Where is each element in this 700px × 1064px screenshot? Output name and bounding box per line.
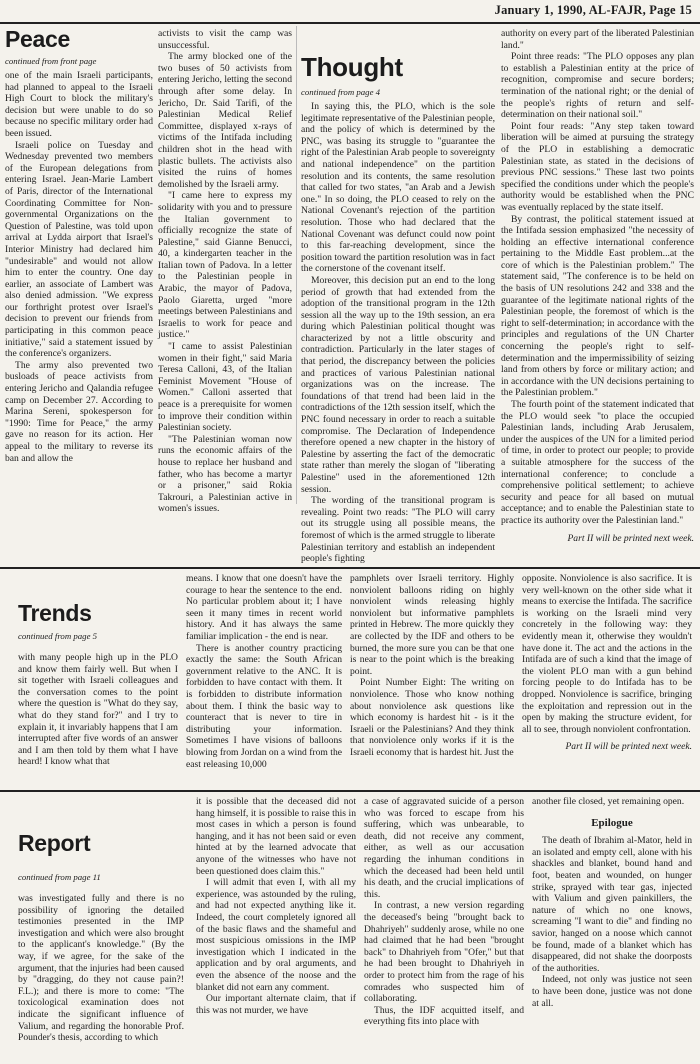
report-column-1	[18, 893, 184, 1059]
section-rule	[0, 790, 700, 792]
trends-continuation-note: Part II will be printed next week.	[565, 741, 692, 753]
paragraph: Our important alternate claim, that if this was not murder, we have	[196, 993, 356, 1016]
paragraph: Indeed, not only was justice not seen to have been done, justice was not done at all.	[532, 974, 692, 1009]
trends-column-3	[350, 573, 514, 785]
paragraph: Moreover, this decision put an end to the long period of growth that had extended from the adoption of the transitional program in the 12th session all the way up to the 19th session, an era during which Palestinian political thought was characterized by not a little obscurity and contradiction. Particularly in the later stages of that period, the discrepancy between the policies and practices of various Palestinian national organizations was on the increase. The foundations of that trend had been laid in the contradictions of the 12th session itself, which the PNC found necessary in order to reach a suitable compromise. The Declaration of Independence therefore opened a new chapter in the history of Palestine by asserting the fact of the democratic state rather than merely the slogan of "liberating Palestine" used in the aforementioned 12th session.	[301, 274, 495, 495]
paragraph: Point Number Eight: The writing on nonviolence. Those who know nothing about nonviolence ask questions like which economy is hardest hit - is it the Israeli or the Palestinians? And they think that nonviolence only works if it is the Israeli economy that is hardest hit. Just the	[350, 677, 514, 758]
thought-column-2	[501, 28, 694, 562]
paragraph: The wording of the transitional program is revealing. Point two reads: "The PLO will carry out its struggle using all possible means, the foremost of which is the armed struggle to liberate Palestinian territory and establish an independent people's fighting	[301, 495, 495, 565]
paragraph: Point four reads: "Any step taken toward liberation will be aimed at pursuing the strategy of the PLO in establishing a democratic Palestinian state, as stated in the decisions of previous PNC sessions." These last two points specified the conditions under which the people's authority would be established when the PNC was eventually replaced by the state itself.	[501, 120, 694, 213]
paragraph: By contrast, the political statement issued at the Intifada session emphasized "the necessity of holding an effective international conference pertaining to the Middle East problem...at the core of which is the Palestinian problem." The statement said, "The conference is to be held on the basis of UN resolutions 242 and 338 and the guarantee of the legitimate national rights of the Palestinian people, the foremost of which is the right to self-determination; in accordance with the principles and regulations of the UN Charter concerning the people's right to self-determination and the impermissibility of seizing land from others by force or military action; and in accordance with the UN decisions pertaining to the Palestinian problem."	[501, 213, 694, 399]
report-column-4	[532, 796, 692, 1059]
trends-column-1	[18, 652, 178, 784]
paragraph: There is another country practicing exactly the same: the South African government relative to the ANC. It is forbidden to have contact with them. It is forbidden to distribute information about them. I think the basic way to counteract that is never to tire in distributing your information. Sometimes I have visions of balloons blowing from Jordan on a wind from the east releasing 10,000	[186, 642, 342, 770]
paragraph: with many people high up in the PLO and know them fairly well. But when I sit together with Israeli colleagues and the conversation comes to the point where the question is "What do they say, what do they stand for?" and I try to explain it, it invariably happens that I am interrupted after five words of an answer and I am then told by them what I have heard! I know what that	[18, 652, 178, 768]
paragraph: activists to visit the camp was unsuccessful.	[158, 28, 292, 51]
paragraph: "The Palestinian woman now runs the economic affairs of the house to replace her husband and father, who has become a martyr or a prisoner," said Rokia Takrouri, a Palestinian active in women's issues.	[158, 433, 292, 515]
report-continued: continued from page 11	[18, 872, 101, 882]
peace-continued: continued from front page	[5, 56, 97, 66]
paragraph: The army also prevented two busloads of peace activists from entering Jericho and Qalandia refugee camp on December 27. According to Marina Sereni, spokesperson for "1990: Time for Peace," the army gave no reason for its action. Her appeal to the military to reverse its ban and allow the	[5, 359, 153, 464]
paragraph: authority on every part of the liberated Palestinian land."	[501, 28, 694, 51]
peace-title: Peace	[5, 26, 71, 52]
thought-continuation-note: Part II will be printed next week.	[567, 532, 694, 544]
page-header	[0, 0, 700, 24]
paragraph: Point three reads: "The PLO opposes any plan to establish a Palestinian entity at the price of recognition, compromise and secure borders; termination of the national right; or the denial of the people's rights of return and self-determination on their national soil."	[501, 51, 694, 121]
report-column-2	[196, 796, 356, 1059]
paragraph: Thus, the IDF acquitted itself, and everything fits into place with	[364, 1004, 524, 1028]
paragraph: another file closed, yet remaining open.	[532, 796, 685, 807]
paragraph: "I came here to express my solidarity with you and to pressure the Italian government to officially recognize the state of Palestine," said Gianne Benucci, 40, a kindergarten teacher in the Italian town of Padova. In a letter to the Palestinian people in Arabic, the mayor of Padova, Paolo Giaretta, urged "more meetings between Palestinians and Israelis to work for peace and justice."	[158, 190, 292, 341]
page-header-text: January 1, 1990, AL-FAJR, Page 15	[494, 3, 692, 17]
column-divider	[296, 26, 297, 504]
trends-continued: continued from page 5	[18, 631, 98, 641]
paragraph: was investigated fully and there is no possibility of ignoring the detailed testimonies presented in the IMP investigation and which were also brought to the applicant's knowledge." (By the way, if we agree, for the sake of the argument, that the injuries had been caused by "dragging, do they not cause pain?! F.L.); and there is more to come: "The toxicological examination does not indicate the significant influence of Valium, and regarding the honorable Prof. Pounder's thesis, according to which	[18, 893, 184, 1044]
section-rule	[0, 567, 700, 569]
paragraph: In saying this, the PLO, which is the sole legitimate representative of the Palestinian people, and the policy of which is determined by the PNC, was basing its struggle to "guarantee the right of the Palestinian Arab people to sovereignty and national independence" on the partition resolution and its contents, the same resolution that called for two states, "an Arab and a Jewish one." In so doing, the PLO ceased to rely on the National Covenant's rejection of the partition resolution. Those who had declared that the National Covenant was defunct could now point to this far-reaching development, since the position toward the partition resolution was in fact the cornerstone of the covenant itself.	[301, 101, 495, 275]
paragraph: it is possible that the deceased did not hang himself, it is possible to raise this in most cases in which a person is found hanging, and it has not been said or even hinted at by the learned advocate that anyone of the witnesses who have not been questioned does claim this."	[196, 796, 356, 877]
paragraph: opposite. Nonviolence is also sacrifice. It is very well-known on the other side what it means to exercise the Intifada. The sacrifice is working on the Israeli mind very concretely in the following way: they evidently mean it, otherwise they wouldn't have done it. The act and the actions in the Intifada are of such a kind that the image of the violent PLO man with a gun behind forcing people to do Intifada has to be dropped. Nonviolence is sacrifice, bringing the exploitation and repression out in the open by making the structure evident, for all to see, through nonviolent confrontation.	[522, 573, 692, 735]
paragraph: a case of aggravated suicide of a person who was forced to escape from his suffering, which was unbearable, to death, did not receive any comment, either, as well as our accusation regarding the inhuman conditions in which the deceased had been held until his death, and the crucial implications of this.	[364, 796, 524, 900]
thought-title: Thought	[301, 52, 403, 82]
paragraph: The army blocked one of the two buses of 50 activists from entering Jericho, letting the second through after some delay. In Jericho, Dr. Said Tarifi, of the Palestinian Medical Relief Committee, displayed x-rays of victims of the Intifada including children shot in the head with plastic bullets. The activists also visited the ruins of homes demolished by the Israeli army.	[158, 51, 293, 190]
paragraph: Israeli police on Tuesday and Wednesday prevented two members of the European delegations from entering Israel. Jean-Marie Lambert of Paris, director of the International Coordinating Committee for Non-governmental Organizations on the Question of Palestine, was told upon arrival at Lydda airport that Israel's Interior Ministry had declared him "undesirable" and would not allow him to enter the country. One day earlier, an associate of Lambert was also denied admission. "We express our forthright protest over Israel's decision to prevent our friends from participating in this common peace initiative," said a statement issued by the conference's organizers.	[5, 139, 153, 360]
paragraph: The fourth point of the statement indicated that the PLO would seek "to place the occupied Palestinian lands, including Arab Jerusalem, under the auspices of the UN for a limited period of time, in order to protect our people; to provide a suitable atmosphere for the success of the international conference; to conclude a comprehensive political settlement; to achieve security and peace for all based on mutual acceptance; and to enable the Palestinian state to practice its authority over the Palestinian land."	[501, 399, 694, 526]
thought-column-1	[301, 101, 495, 565]
paragraph: one of the main Israeli participants, had planned to appeal to the Israeli High Court to block the military's decision but were unable to do so because no specific military order had been issued.	[5, 70, 153, 139]
thought-continued: continued from page 4	[301, 87, 381, 97]
peace-column-2	[158, 28, 293, 515]
epilogue-heading: Epilogue	[591, 816, 633, 829]
paragraph: In contrast, a new version regarding the deceased's being "brought back to Dhahriyeh" suddenly arose, while no one had claimed that he had been "brought back" to Dhahriyeh from "Ofer," but that he had been brought to Dhahriyeh in order to protect him from the rage of his comrades who suspected him of collaborating.	[364, 900, 524, 1005]
paragraph: I will admit that even I, with all my experience, was astounded by the ruling, and had not expected anything like it. Indeed, the court completely ignored all of the basic flaws and the shameful and most suspicious omissions in the IMP investigation which I indicated in the application and by oral arguments, and even the absence of the noose and the blanket did not earn any comment.	[196, 877, 356, 993]
report-title: Report	[18, 830, 91, 856]
trends-column-2	[186, 573, 342, 785]
paragraph: means. I know that one doesn't have the courage to hear the sentence to the end. No particular problem about it; I have seen it many times in recent world history. And it has always the same familiar implication - the end is near.	[186, 573, 342, 642]
report-column-3	[364, 796, 524, 1059]
paragraph: The death of Ibrahim al-Mator, held in an isolated and empty cell, alone with his shackles and blanket, bound hand and foot, beaten and wounded, on hunger strike, sprayed with tear gas, injected with Valium and given painkillers, the nature of which no one knows, screaming "I want to die" and finding no savior, hanged on a noose which cannot be found, made of a blanket which has disappeared, did not shake the doorposts of the authorities.	[532, 835, 692, 974]
peace-column-1	[5, 70, 153, 502]
paragraph: "I came to assist Palestinian women in their fight," said Maria Teresa Calloni, 43, of the Italian Feminist Movement "House of Women." Calloni asserted that peace is a prerequisite for women to improve their condition within Palestinian society.	[158, 341, 292, 434]
trends-title: Trends	[18, 600, 92, 626]
paragraph: pamphlets over Israeli territory. Highly nonviolent balloons riding on highly nonviolent winds releasing highly nonviolent but informative pamphlets printed in Hebrew. The more quickly they are collected by the IDF and others to be burned, the more sure you can be that one is near to the point which is the breaking point.	[350, 573, 514, 677]
trends-column-4	[522, 573, 692, 785]
